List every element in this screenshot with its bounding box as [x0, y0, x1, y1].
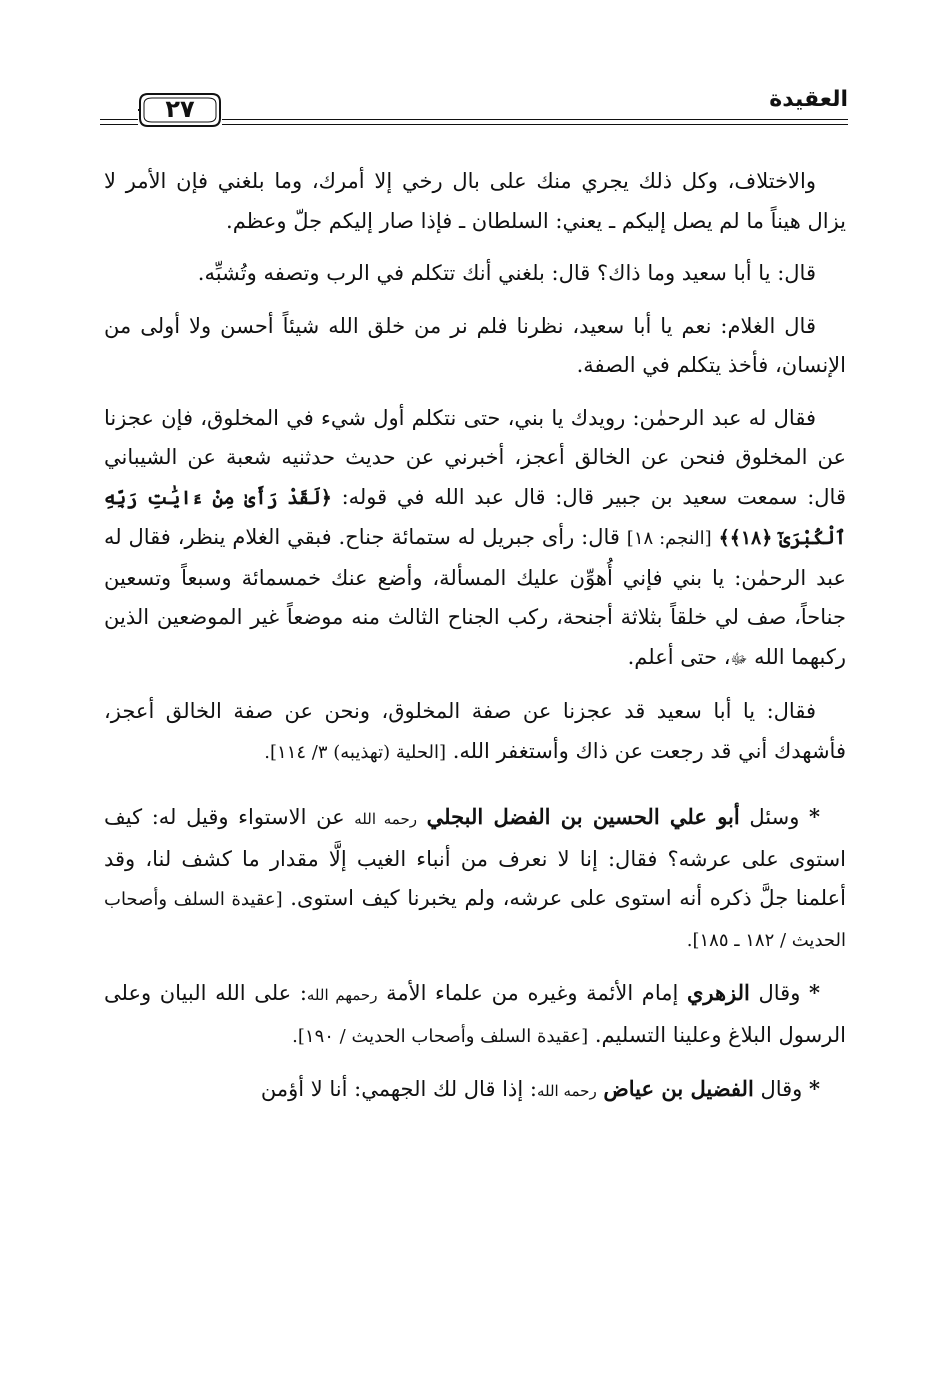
- scholar-name: أبو علي الحسين بن الفضل البجلي: [426, 804, 740, 829]
- paragraph-text: قال الغلام: نعم يا أبا سعيد، نظرنا فلم نر من خلق الله شيئاً أحسن ولا أولى من الإنسان، فأخذ يتكلم في الصفة.: [104, 313, 846, 377]
- item-text: عن الاستواء وقيل له: كيف استوى على عرشه؟ فقال: إنا لا نعرف من أنباء الغيب إلَّا مقدار ما كشف لنا، وقد أعلمنا جلَّ ذكره أنه استوى على عرشه، ولم يخبرنا كيف استوى.: [104, 805, 846, 910]
- item-text: وسئل: [749, 805, 800, 829]
- honorific-glyph: رحمهم الله: [306, 986, 378, 1004]
- paragraph-4: [104, 399, 846, 680]
- item-text: : على الله البيان وعلى الرسول البلاغ وعلينا التسليم.: [104, 981, 846, 1047]
- paragraph-text: فقال: يا أبا سعيد قد عجزنا عن صفة المخلوق، ونحن عن صفة الخالق أعجز، فأشهدك أني قد رجعت عن ذاك وأستغفر الله.: [104, 699, 846, 763]
- honorific-glyph: رحمه الله: [354, 810, 417, 828]
- bullet-icon: *: [808, 980, 820, 1005]
- item-text: : إذا قال لك الجهمي: أنا لا أؤمن: [260, 1077, 537, 1101]
- paragraph-text: ، حتى أعلم.: [627, 644, 731, 669]
- item-text: وقال: [760, 1077, 803, 1101]
- page-body: [104, 162, 846, 1125]
- paragraph-text: قال: رأى جبريل له ستمائة جناح. فبقي الغلام ينظر، فقال له عبد الرحمٰن: يا بني فإني أُهوِّن عليك المسألة، وأضع عنك خمسمائة وسبعاً وتسعين جناحاً، صف لي خلقاً بثلاثة أجنحة، ركب الجناح الثالث منه موضعاً غير الموضعين الذين ركبهما الله: [104, 525, 846, 669]
- quote-item-1: [104, 797, 846, 960]
- quran-reference: [النجم: ١٨]: [626, 528, 712, 549]
- bullet-icon: *: [809, 804, 820, 829]
- paragraph-2: [104, 254, 846, 294]
- source-reference: [عقيدة السلف وأصحاب الحديث / ١٩٠].: [292, 1025, 589, 1047]
- paragraph-5: [104, 692, 846, 772]
- item-text: وقال: [758, 981, 801, 1005]
- bullet-icon: *: [809, 1076, 820, 1101]
- honorific-glyph: رحمه الله: [536, 1082, 597, 1100]
- scholar-name: الفضيل بن عياض: [603, 1076, 754, 1101]
- paragraph-text: والاختلاف، وكل ذلك يجري منك على بال رخي إلا أمرك، وما بلغني فإن الأمر لا يزال هيناً ما لم يصل إليكم ـ يعني: السلطان ـ فإذا صار إليكم جلّ وعظم.: [104, 169, 846, 233]
- quote-item-3: [104, 1069, 846, 1112]
- quote-item-2: [104, 973, 846, 1056]
- paragraph-text: فقال له عبد الرحمٰن: رويدك يا بني، حتى نتكلم أول شيء في المخلوق، فإن عجزنا عن المخلوق فنحن عن الخالق أعجز، أخبرني عن حديث حدثنيه شعبة عن الشيباني قال: سمعت سعيد بن جبير قال: قال عبد الله في قوله:: [104, 405, 846, 509]
- paragraph-text: قال: يا أبا سعيد وما ذاك؟ قال: بلغني أنك تتكلم في الرب وتصفه وتُشبِّه.: [197, 261, 816, 285]
- source-reference: [عقيدة السلف وأصحاب الحديث / ١٨٢ ـ ١٨٥].: [104, 889, 846, 951]
- page-number: ٢٧: [165, 95, 195, 123]
- item-text: إمام الأئمة وغيره من علماء الأمة: [386, 981, 679, 1005]
- page-number-frame-icon: [138, 90, 222, 130]
- running-title: العقيدة: [763, 86, 848, 114]
- honorific-glyph: ﷻ: [730, 649, 748, 668]
- paragraph-3: [104, 307, 846, 386]
- section-gap: [104, 785, 846, 797]
- source-reference: [الحلية (تهذيبه) ٣/ ١١٤].: [264, 741, 447, 763]
- paragraph-1: [104, 162, 846, 241]
- quran-quote: ﴿لَقَدْ رَأَىٰ مِنْ ءَايَٰتِ رَبِّهِ ٱلْكُبْرَىٰٓ ﴿١٨﴾﴾: [104, 486, 846, 549]
- page-header: [100, 86, 848, 136]
- scholar-name: الزهري: [686, 980, 750, 1005]
